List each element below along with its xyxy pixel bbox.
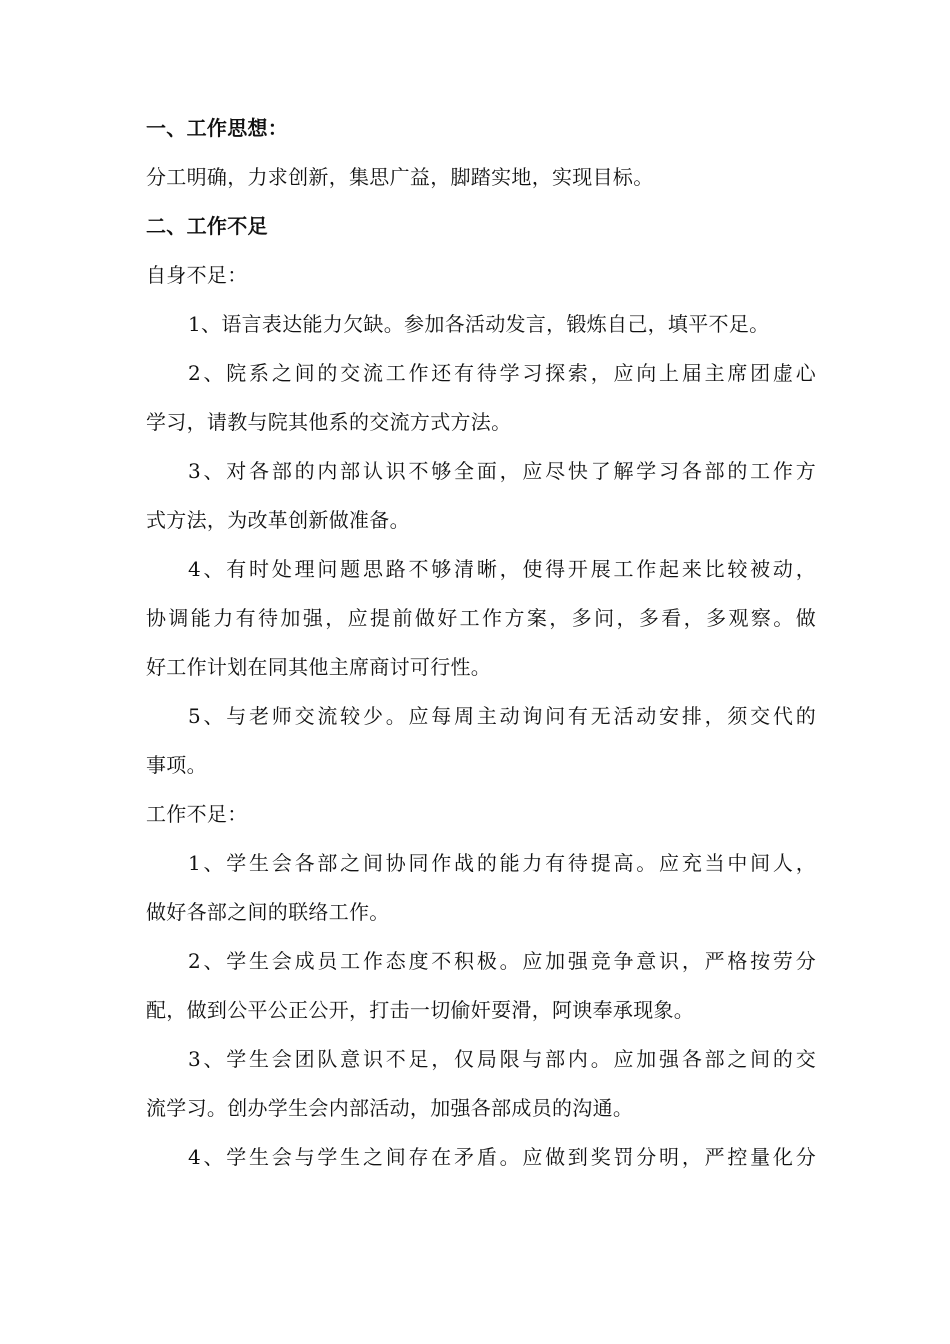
- self-item-2: [146, 349, 816, 447]
- document-body: [146, 104, 816, 1182]
- work-item-3: [146, 1035, 816, 1133]
- self-shortcomings-label: 自身不足：: [146, 263, 248, 287]
- self-item-3-line-1: 3、对各部的内部认识不够全面，应尽快了解学习各部的工作方: [188, 459, 816, 483]
- self-item-4-line-2: 协调能力有待加强，应提前做好工作方案，多问，多看，多观察。做: [146, 606, 816, 630]
- thought-text: 分工明确，力求创新，集思广益，脚踏实地，实现目标。: [146, 165, 654, 189]
- self-item-1-line-1: 1、语言表达能力欠缺。参加各活动发言，锻炼自己，填平不足。: [188, 312, 770, 336]
- work-item-1-line-1: 1、学生会各部之间协同作战的能力有待提高。应充当中间人，: [188, 851, 816, 875]
- self-item-3: [146, 447, 816, 545]
- work-item-3-line-1: 3、学生会团队意识不足，仅局限与部内。应加强各部之间的交: [188, 1047, 816, 1071]
- work-item-2-line-1: 2、学生会成员工作态度不积极。应加强竞争意识，严格按劳分: [188, 949, 816, 973]
- self-item-5-line-2: 事项。: [146, 753, 207, 777]
- work-item-2: [146, 937, 816, 1035]
- self-item-4: [146, 545, 816, 692]
- work-item-1-line-2: 做好各部之间的联络工作。: [146, 900, 390, 924]
- self-item-5: [146, 692, 816, 790]
- self-item-4-line-3: 好工作计划在同其他主席商讨可行性。: [146, 655, 492, 679]
- work-item-4-line-1: 4、学生会与学生之间存在矛盾。应做到奖罚分明，严控量化分: [188, 1145, 816, 1169]
- work-item-3-line-2: 流学习。创办学生会内部活动，加强各部成员的沟通。: [146, 1096, 634, 1120]
- self-item-3-line-2: 式方法，为改革创新做准备。: [146, 508, 410, 532]
- section-heading-shortcomings: 二、工作不足: [146, 214, 268, 238]
- work-item-1: [146, 839, 816, 937]
- self-item-2-line-1: 2、院系之间的交流工作还有待学习探索，应向上届主席团虚心: [188, 361, 816, 385]
- self-item-2-line-2: 学习，请教与院其他系的交流方式方法。: [146, 410, 512, 434]
- work-shortcomings-label: 工作不足：: [146, 802, 248, 826]
- self-item-5-line-1: 5、与老师交流较少。应每周主动询问有无活动安排，须交代的: [188, 704, 816, 728]
- section-heading-thought: 一、工作思想：: [146, 116, 289, 140]
- work-item-2-line-2: 配，做到公平公正公开，打击一切偷奸耍滑，阿谀奉承现象。: [146, 998, 695, 1022]
- work-item-4: [146, 1133, 816, 1182]
- self-item-1: [146, 300, 816, 349]
- self-item-4-line-1: 4、有时处理问题思路不够清晰，使得开展工作起来比较被动，: [188, 557, 816, 581]
